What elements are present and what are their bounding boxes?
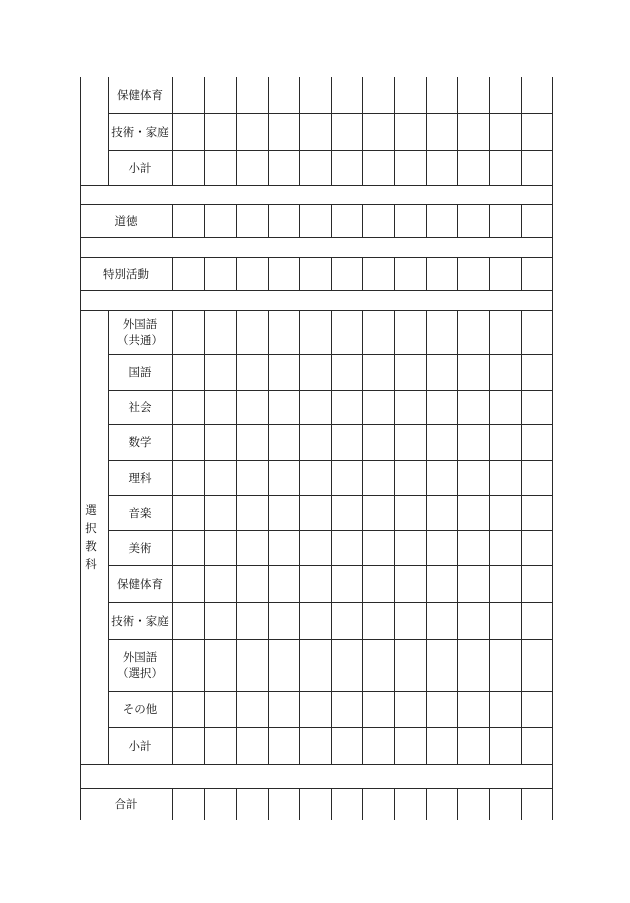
grid-col-line [172, 788, 173, 820]
grid-col-line [204, 204, 205, 237]
grid-row-line [80, 185, 553, 186]
label-music: 音楽 [128, 505, 152, 520]
grid-col-line [236, 77, 237, 185]
label-other: その他 [122, 702, 158, 716]
grid-col-line [236, 310, 237, 764]
label-gijutsu-katei-elective: 技術・家庭 [111, 613, 169, 628]
grid-col-line [362, 310, 363, 764]
grid-col-line [426, 257, 427, 290]
grid-col-line [362, 257, 363, 290]
grid-col-line [268, 77, 269, 185]
grid-col-line [299, 310, 300, 764]
label-foreign-elective: 外国語 （選択） [117, 650, 163, 680]
label-moral: 道徳 [114, 213, 138, 228]
label-social: 社会 [128, 400, 152, 414]
grid-col-line [362, 77, 363, 185]
grid-border-left [80, 77, 81, 820]
label-japanese: 国語 [128, 365, 152, 379]
grid-col-line [268, 788, 269, 820]
label-elective-group: 選 択 教 科 [85, 503, 97, 571]
grid-col-line [268, 204, 269, 237]
grid-border-right [552, 77, 553, 820]
grid-col-line [331, 788, 332, 820]
grid-col-line [299, 257, 300, 290]
grid-subcol-line [108, 77, 109, 185]
grid-col-line [489, 310, 490, 764]
grid-row-line [80, 290, 553, 291]
label-math: 数学 [128, 435, 152, 449]
grid-col-line [394, 788, 395, 820]
grid-col-line [236, 257, 237, 290]
grid-col-line [489, 204, 490, 237]
grid-row-line [80, 237, 553, 238]
grid-row-line [80, 764, 553, 765]
label-science: 理科 [128, 470, 152, 485]
grid-row-line [80, 310, 553, 311]
label-special-activities: 特別活動 [103, 266, 149, 281]
grid-col-line [457, 310, 458, 764]
grid-col-line [362, 788, 363, 820]
grid-col-line [268, 310, 269, 764]
grid-col-line [426, 310, 427, 764]
grid-col-line [457, 788, 458, 820]
grid-col-line [204, 310, 205, 764]
label-subtotal: 小計 [128, 160, 152, 175]
grid-col-line [236, 204, 237, 237]
grid-col-line [299, 788, 300, 820]
grid-row-line [80, 204, 553, 205]
grid-col-line [172, 204, 173, 237]
grid-col-line [521, 77, 522, 185]
grid-col-line [172, 77, 173, 185]
grid-col-line [426, 204, 427, 237]
grid-col-line [299, 204, 300, 237]
grid-col-line [457, 204, 458, 237]
grid-col-line [521, 788, 522, 820]
grid-col-line [489, 788, 490, 820]
grid-col-line [331, 204, 332, 237]
grid-col-line [331, 257, 332, 290]
grid-row-line [80, 788, 553, 789]
grid-col-line [457, 257, 458, 290]
grid-col-line [268, 257, 269, 290]
label-elective-subtotal: 小計 [128, 738, 152, 753]
grid-col-line [426, 77, 427, 185]
label-gijutsu-katei: 技術・家庭 [111, 124, 169, 139]
grid-col-line [172, 257, 173, 290]
grid-col-line [521, 257, 522, 290]
grid-col-line [362, 204, 363, 237]
grid-row-line [80, 257, 553, 258]
grid-col-line [204, 788, 205, 820]
grid-col-line [204, 77, 205, 185]
label-hoken-taiiku: 保健体育 [117, 88, 163, 102]
grid-col-line [394, 77, 395, 185]
grid-col-line [236, 788, 237, 820]
grid-col-line [394, 257, 395, 290]
grid-col-line [172, 310, 173, 764]
label-total: 合計 [114, 797, 138, 811]
grid-col-line [394, 204, 395, 237]
label-art: 美術 [128, 540, 152, 555]
grid-col-line [394, 310, 395, 764]
grid-col-line [426, 788, 427, 820]
grid-col-line [331, 310, 332, 764]
grid-col-line [489, 77, 490, 185]
grid-col-line [204, 257, 205, 290]
grid-col-line [299, 77, 300, 185]
grid-col-line [457, 77, 458, 185]
grid-col-line [489, 257, 490, 290]
grid-col-line [331, 77, 332, 185]
grid-col-line [521, 310, 522, 764]
grid-col-line [521, 204, 522, 237]
grid-subcol-line [108, 310, 109, 764]
label-foreign-common: 外国語 （共通） [117, 317, 163, 347]
label-hoken-taiiku-elective: 保健体育 [117, 576, 163, 591]
